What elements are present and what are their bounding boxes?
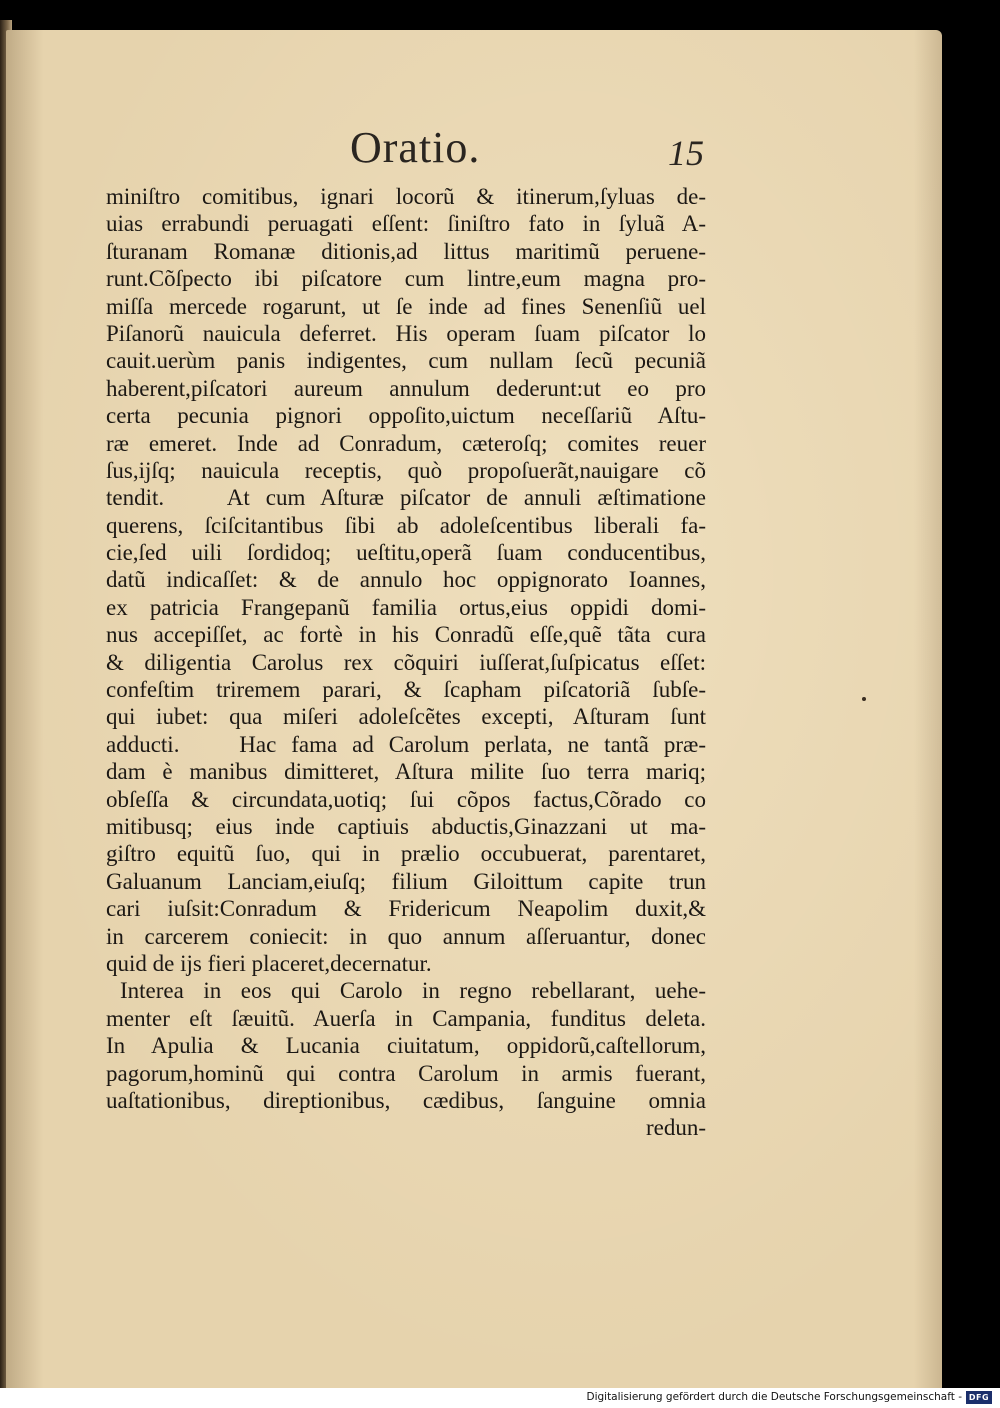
text-line: giſtro equitũ ſuo, qui in prælio occubuerat, parentaret,	[106, 841, 706, 867]
text-line: runt.Cõſpecto ibi piſcatore cum lintre,eum magna pro-	[106, 266, 706, 292]
running-head-title: Oratio.	[350, 123, 481, 172]
text-line: cari iuſsit:Conradum & Fridericum Neapolim duxit,&	[106, 896, 706, 922]
text-line: Piſanorũ nauicula deferret. His operam ſuam piſcator lo	[106, 320, 706, 346]
footer-bar	[0, 1388, 1000, 1408]
paper-speck	[862, 697, 866, 701]
catchword: redun-	[645, 1115, 706, 1141]
text-line: & diligentia Carolus rex cõquiri iuſſerat,ſuſpicatus eſſet:	[106, 649, 706, 675]
text-line: datũ indicaſſet: & de annulo hoc oppignorato Ioannes,	[106, 567, 706, 593]
text-line: ſturanam Romanæ ditionis,ad littus maritimũ peruene-	[106, 238, 706, 264]
text-line: certa pecunia pignori oppoſito,uictum neceſſariũ Aſtu-	[106, 403, 706, 429]
dfg-logo: DFG	[966, 1391, 992, 1404]
text-line: miniſtro comitibus, ignari locorũ & itinerum,ſyluas de-	[106, 184, 706, 209]
page-number: 15	[668, 133, 704, 173]
text-line: menter eſt ſæuitũ. Auerſa in Campania, funditus deleta.	[106, 1005, 706, 1031]
digitization-credit: Digitalisierung gefördert durch die Deutsche Forschungsgemeinschaft -	[586, 1391, 962, 1403]
body-text	[106, 183, 706, 1142]
text-line: in carcerem coniecit: in quo annum aſſeruantur, donec	[106, 923, 706, 949]
text-line: uaſtationibus, direptionibus, cædibus, ſanguine omnia	[106, 1087, 706, 1113]
text-line: haberent,piſcatori aureum annulum dederunt:ut eo pro	[106, 375, 706, 401]
text-line: In Apulia & Lucania ciuitatum, oppidorũ,caſtellorum,	[106, 1033, 706, 1059]
text-line: confeſtim triremem parari, & ſcapham piſcatoriã ſubſe-	[106, 677, 706, 703]
text-line: ſus,ijſq; nauicula receptis, quò propoſuerãt,nauigare cõ	[106, 457, 706, 483]
text-line: ræ emeret. Inde ad Conradum, cæteroſq; comites reuer	[106, 430, 706, 456]
text-line: obſeſſa & circundata,uotiq; ſui cõpos factus,Cõrado co	[106, 786, 706, 812]
text-line: ex patricia Frangepanũ familia ortus,eius oppidi domi-	[106, 594, 706, 620]
text-line: nus accepiſſet, ac fortè in his Conradũ eſſe,quẽ tãta cura	[106, 622, 706, 648]
text-line: tendit. At cum Aſturæ piſcator de annuli æſtimatione	[106, 485, 706, 511]
text-line: mitibusq; eius inde captiuis abductis,Ginazzani ut ma-	[106, 813, 706, 839]
text-line: adducti. Hac fama ad Carolum perlata, ne tantã præ-	[106, 731, 706, 757]
text-line: pagorum,hominũ qui contra Carolum in armis fuerant,	[106, 1060, 706, 1086]
text-line: querens, ſciſcitantibus ſibi ab adoleſcentibus liberali fa-	[106, 512, 706, 538]
text-line: dam è manibus dimitteret, Aſtura milite ſuo terra mariq;	[106, 759, 706, 785]
text-line: qui iubet: qua miſeri adoleſcẽtes excepti, Aſturam ſunt	[106, 704, 706, 730]
text-line: uias errabundi peruagati eſſent: ſiniſtro fato in ſyluã A-	[106, 211, 706, 237]
text-line: cauit.uerùm panis indigentes, cum nullam ſecũ pecuniã	[106, 348, 706, 374]
paragraph-end-line: quid de ijs fieri placeret,decernatur.	[106, 950, 432, 976]
text-line: Galuanum Lanciam,eiuſq; filium Giloittum capite trun	[106, 868, 706, 894]
text-line: cie,ſed uili ſordidoq; ueſtitu,operã ſuam conducentibus,	[106, 540, 706, 566]
text-line: miſſa mercede rogarunt, ut ſe inde ad fines Senenſiũ uel	[106, 293, 706, 319]
paragraph-start-line: Interea in eos qui Carolo in regno rebellarant, uehe-	[120, 978, 706, 1004]
